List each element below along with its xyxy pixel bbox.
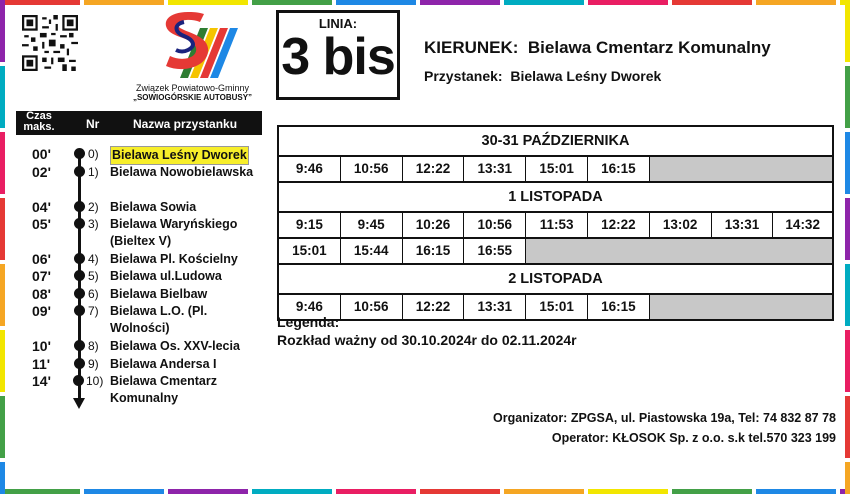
stop-number: 1) — [88, 165, 99, 179]
frame-segment — [0, 0, 5, 62]
frame-segment — [0, 198, 5, 260]
frame-segment — [0, 0, 80, 5]
stop-number: 9) — [88, 357, 99, 371]
organizer-info: Organizator: ZPGSA, ul. Piastowska 19a, Tel: 74 832 87 78 — [493, 411, 836, 425]
departure-time: 11:53 — [526, 213, 588, 237]
timetable-row — [279, 295, 832, 319]
frame-segment — [0, 489, 80, 494]
departure-time: 12:22 — [588, 213, 650, 237]
departure-time: 16:15 — [588, 157, 650, 181]
timetable-row — [279, 239, 832, 265]
stop-time: 05' — [32, 216, 51, 232]
stops-table-header — [16, 111, 262, 135]
departure-time: 15:44 — [341, 239, 403, 263]
stop-label: Przystanek: — [424, 68, 503, 84]
stop-time: 04' — [32, 199, 51, 215]
line-number-box — [276, 10, 400, 100]
frame-segment — [420, 489, 500, 494]
departure-time: 14:32 — [785, 217, 820, 232]
departure-time: 15:01 — [279, 239, 341, 263]
timetable-row — [279, 157, 832, 183]
direction — [424, 38, 771, 58]
frame-segment — [504, 489, 584, 494]
frame-segment — [336, 489, 416, 494]
stop-time: 14' — [32, 373, 51, 389]
legend-label: Legenda: — [277, 314, 340, 330]
stop-time: 02' — [32, 164, 51, 180]
stop-number: 7) — [88, 304, 99, 318]
frame-segment — [845, 0, 850, 62]
stop-name: Bielawa Bielbaw — [110, 287, 208, 301]
stop-time: 00' — [32, 146, 51, 162]
empty-cells — [650, 157, 832, 181]
stop-name: Bielawa Leśny Dworek — [110, 146, 249, 165]
departure-time: 16:15 — [403, 239, 465, 263]
frame-segment — [84, 0, 164, 5]
current-stop — [424, 68, 661, 84]
qr-code-icon — [22, 15, 78, 71]
frame-segment — [756, 0, 836, 5]
stop-dot-icon — [74, 201, 85, 212]
frame-segment — [845, 462, 850, 494]
departure-time: 15:01 — [526, 295, 588, 319]
col-time-header: Czas maks. — [23, 110, 55, 133]
departure-time: 16:55 — [464, 239, 526, 263]
stop-name: Bielawa Andersa I — [110, 357, 217, 371]
empty-cells — [526, 239, 832, 263]
departure-time: 12:22 — [403, 295, 465, 319]
frame-segment — [252, 489, 332, 494]
stop-number: 2) — [88, 200, 99, 214]
stop-time: 06' — [32, 251, 51, 267]
departure-time: 10:56 — [341, 157, 403, 181]
departure-time: 13:02 — [650, 213, 712, 237]
frame-segment — [0, 132, 5, 194]
stop-dot-icon — [74, 288, 85, 299]
frame-segment — [420, 0, 500, 5]
departure-time: 12:22 — [403, 157, 465, 181]
frame-segment — [845, 330, 850, 392]
frame-segment — [0, 462, 5, 494]
stop-dot-icon — [74, 340, 85, 351]
stop-name: Bielawa Waryńskiego (Bieltex V) — [110, 217, 238, 248]
timetable — [277, 125, 834, 321]
stop-dot-icon — [74, 166, 85, 177]
stop-name: Bielawa Sowia — [110, 200, 197, 214]
departure-time: 13:31 — [464, 157, 526, 181]
stop-name: Bielawa ul.Ludowa — [110, 269, 222, 283]
frame-segment — [168, 0, 248, 5]
departure-time: 9:45 — [341, 213, 403, 237]
stop-name: Bielawa Cmentarz Komunalny — [110, 374, 217, 405]
stop-number: 4) — [88, 252, 99, 266]
timetable-row — [279, 213, 832, 239]
stop-name: Bielawa Os. XXV-lecia — [110, 339, 240, 353]
frame-segment — [0, 66, 5, 128]
frame-segment — [756, 489, 836, 494]
stop-value: Bielawa Leśny Dworek — [510, 68, 662, 84]
departure-time: 15:01 — [526, 157, 588, 181]
frame-segment — [252, 0, 332, 5]
stop-name: Bielawa L.O. (Pl. Wolności) — [110, 304, 208, 335]
operator-info: Operator: KŁOSOK Sp. z o.o. s.k tel.570 323 199 — [551, 431, 836, 445]
stop-time: 07' — [32, 268, 51, 284]
departure-time: 13:31 — [464, 295, 526, 319]
stop-name: Bielawa Pl. Kościelny — [110, 252, 238, 266]
frame-segment — [588, 489, 668, 494]
stop-dot-icon — [74, 148, 85, 159]
frame-segment — [84, 489, 164, 494]
frame-segment — [845, 66, 850, 128]
stop-time: 11' — [32, 356, 51, 372]
frame-segment — [672, 489, 752, 494]
stop-dot-icon — [74, 358, 85, 369]
col-nr-header: Nr — [86, 117, 100, 131]
stop-dot-icon — [74, 305, 85, 316]
frame-segment — [845, 198, 850, 260]
stop-time: 09' — [32, 303, 51, 319]
stop-dot-icon — [74, 218, 85, 229]
departure-time: 16:15 — [588, 295, 650, 319]
timetable-section-title: 1 LISTOPADA — [279, 183, 832, 213]
frame-segment — [845, 396, 850, 458]
frame-segment — [845, 264, 850, 326]
frame-segment — [504, 0, 584, 5]
departure-time: 9:46 — [279, 157, 341, 181]
line-number: 3 bis — [281, 28, 395, 86]
col-name-header: Nazwa przystanku — [133, 117, 238, 131]
stop-number: 3) — [88, 217, 99, 231]
direction-label: KIERUNEK: — [424, 38, 519, 57]
stop-time: 10' — [32, 338, 51, 354]
stop-number: 8) — [88, 339, 99, 353]
organization-brand: „SOWIOGÓRSKIE AUTOBUSY” — [132, 93, 253, 102]
organization-name: Związek Powiatowo-Gminny — [135, 83, 250, 93]
stop-time: 08' — [32, 286, 51, 302]
route-arrow-icon — [73, 398, 85, 409]
stop-number: 5) — [88, 269, 99, 283]
empty-cells — [650, 295, 832, 319]
stop-dot-icon — [73, 375, 84, 386]
stop-dot-icon — [74, 253, 85, 264]
frame-segment — [336, 0, 416, 5]
frame-segment — [168, 489, 248, 494]
sowiogorskie-autobusy-logo — [150, 8, 240, 80]
departure-time: 10:56 — [464, 213, 526, 237]
line-label: LINIA: — [318, 16, 358, 31]
departure-time: 10:26 — [403, 213, 465, 237]
frame-segment — [845, 132, 850, 194]
timetable-section-title: 2 LISTOPADA — [279, 265, 832, 295]
departure-time: 10:56 — [341, 295, 403, 319]
stop-number: 0) — [88, 147, 99, 161]
departure-time: 9:15 — [279, 213, 341, 237]
frame-segment — [0, 330, 5, 392]
validity-note: Rozkład ważny od 30.10.2024r do 02.11.2024r — [277, 332, 577, 348]
stop-dot-icon — [74, 270, 85, 281]
direction-value: Bielawa Cmentarz Komunalny — [527, 38, 771, 57]
frame-segment — [588, 0, 668, 5]
departure-time: 9:46 — [279, 295, 341, 319]
timetable-section-title: 30-31 PAŹDZIERNIKA — [279, 127, 832, 157]
frame-segment — [672, 0, 752, 5]
stop-number: 10) — [86, 374, 104, 388]
departure-time: 13:31 — [712, 213, 774, 237]
stop-number: 6) — [88, 287, 99, 301]
stop-name: Bielawa Nowobielawska — [110, 165, 254, 179]
frame-segment — [0, 264, 5, 326]
frame-segment — [0, 396, 5, 458]
